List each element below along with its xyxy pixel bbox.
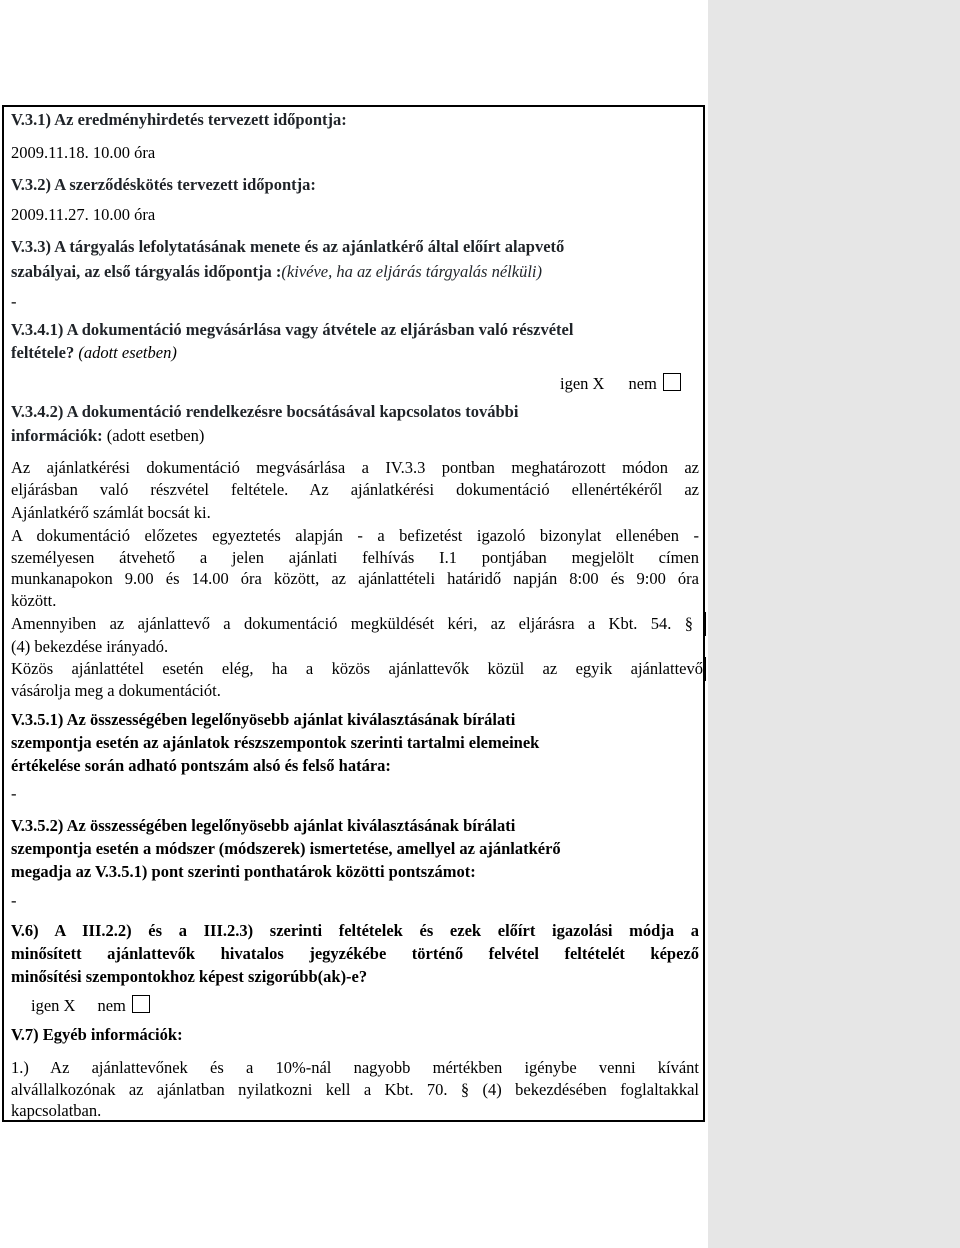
- v341-heading-line2: [11, 343, 177, 363]
- v6-line: V.6) A III.2.2) és a III.2.3) szerinti feltételek és ezek előírt igazolási módja a: [11, 921, 699, 940]
- v342-heading-line1: V.3.4.2) A dokumentáció rendelkezésre bocsátásával kapcsolatos további: [11, 402, 519, 421]
- v342-line: A dokumentáció előzetes egyeztetés alapján - a befizetést igazoló bizonylat ellenében -: [11, 526, 699, 545]
- v341-no-label: nem: [628, 374, 657, 393]
- tracked-change-bar: [705, 657, 706, 681]
- v342-heading-line2-text: információk:: [11, 426, 103, 445]
- v351-line: szempontja esetén az ajánlatok részszempontok szerinti tartalmi elemeinek: [11, 733, 540, 752]
- v32-value: 2009.11.27. 10.00 óra: [11, 205, 156, 224]
- v342-line: (4) bekezdése irányadó.: [11, 637, 169, 656]
- v341-heading-line1: V.3.4.1) A dokumentáció megvásárlása vagy átvétele az eljárásban való részvétel: [11, 320, 574, 339]
- v33-heading-line1: V.3.3) A tárgyalás lefolytatásának menete és az ajánlatkérő által előírt alapvető: [11, 237, 565, 256]
- v341-yes-label: igen X: [560, 374, 605, 393]
- v33-heading-note: (kivéve, ha az eljárás tárgyalás nélküli): [281, 262, 542, 281]
- v31-value: 2009.11.18. 10.00 óra: [11, 143, 156, 162]
- v31-heading: V.3.1) Az eredményhirdetés tervezett időpontja:: [11, 110, 347, 129]
- v342-line: személyesen átvehető a jelen ajánlati felhívás I.1 pontjában megjelölt címen: [11, 548, 699, 567]
- v342-line: Közös ajánlattétel esetén elég, ha a közös ajánlattevők közül az egyik ajánlattevő: [11, 659, 703, 678]
- v33-value: -: [11, 292, 17, 311]
- v33-heading-line2-text: szabályai, az első tárgyalás időpontja :: [11, 262, 282, 281]
- v342-heading-line2: [11, 426, 204, 446]
- v352-line: V.3.5.2) Az összességében legelőnyösebb ajánlat kiválasztásának bírálati: [11, 816, 516, 835]
- v7-line: alvállalkozónak az ajánlatban nyilatkozni kell a Kbt. 70. § (4) bekezdésében foglaltakkal: [11, 1080, 699, 1099]
- v6-answer: [31, 995, 150, 1016]
- v6-no-checkbox[interactable]: [132, 995, 150, 1013]
- v352-line: megadja az V.3.5.1) pont szerinti ponthatárok közötti pontszámot:: [11, 862, 476, 881]
- v351-line: értékelése során adható pontszám alsó és felső határa:: [11, 756, 391, 775]
- v342-line: Az ajánlatkérési dokumentáció megvásárlása a IV.3.3 pontban meghatározott módon az: [11, 458, 699, 477]
- v342-line: munkanapokon 9.00 és 14.00 óra között, az ajánlattételi határidő napján 8:00 és 9:00 óra: [11, 569, 699, 588]
- v342-line: Ajánlatkérő számlát bocsát ki.: [11, 503, 211, 522]
- v341-answer: [560, 373, 681, 394]
- v342-note: (adott esetben): [106, 426, 205, 445]
- v7-line: 1.) Az ajánlattevőnek és a 10%-nál nagyobb mértékben igénybe venni kívánt: [11, 1058, 699, 1077]
- tracked-change-bar: [705, 612, 706, 636]
- v342-line: Amennyiben az ajánlattevő a dokumentáció megküldését kéri, az eljárásra a Kbt. 54. §: [11, 614, 693, 633]
- v7-heading: V.7) Egyéb információk:: [11, 1025, 183, 1044]
- v341-heading-line2-text: feltétele?: [11, 343, 75, 362]
- v7-line: kapcsolatban.: [11, 1101, 102, 1120]
- v342-line: eljárásban való részvétel feltétele. Az ajánlatkérési dokumentáció ellenértékéről az: [11, 480, 699, 499]
- v351-value: -: [11, 784, 17, 803]
- v6-line: minősítési szempontokhoz képest szigorúbb(ak)-e?: [11, 967, 368, 986]
- v341-note: (adott esetben): [78, 343, 177, 362]
- v341-no-checkbox[interactable]: [663, 373, 681, 391]
- comment-sidebar: [708, 0, 960, 1248]
- v6-line: minősített ajánlattevők hivatalos jegyzékébe történő felvétel feltételét képező: [11, 944, 699, 963]
- v352-line: szempontja esetén a módszer (módszerek) ismertetése, amellyel az ajánlatkérő: [11, 839, 561, 858]
- v33-heading-line2: [11, 262, 542, 282]
- v342-line: között.: [11, 591, 57, 610]
- v351-line: V.3.5.1) Az összességében legelőnyösebb ajánlat kiválasztásának bírálati: [11, 710, 516, 729]
- v352-value: -: [11, 891, 17, 910]
- v342-line: vásárolja meg a dokumentációt.: [11, 681, 221, 700]
- v6-yes-label: igen X: [31, 996, 76, 1015]
- v32-heading: V.3.2) A szerződéskötés tervezett időpontja:: [11, 175, 316, 194]
- v6-no-label: nem: [97, 996, 126, 1015]
